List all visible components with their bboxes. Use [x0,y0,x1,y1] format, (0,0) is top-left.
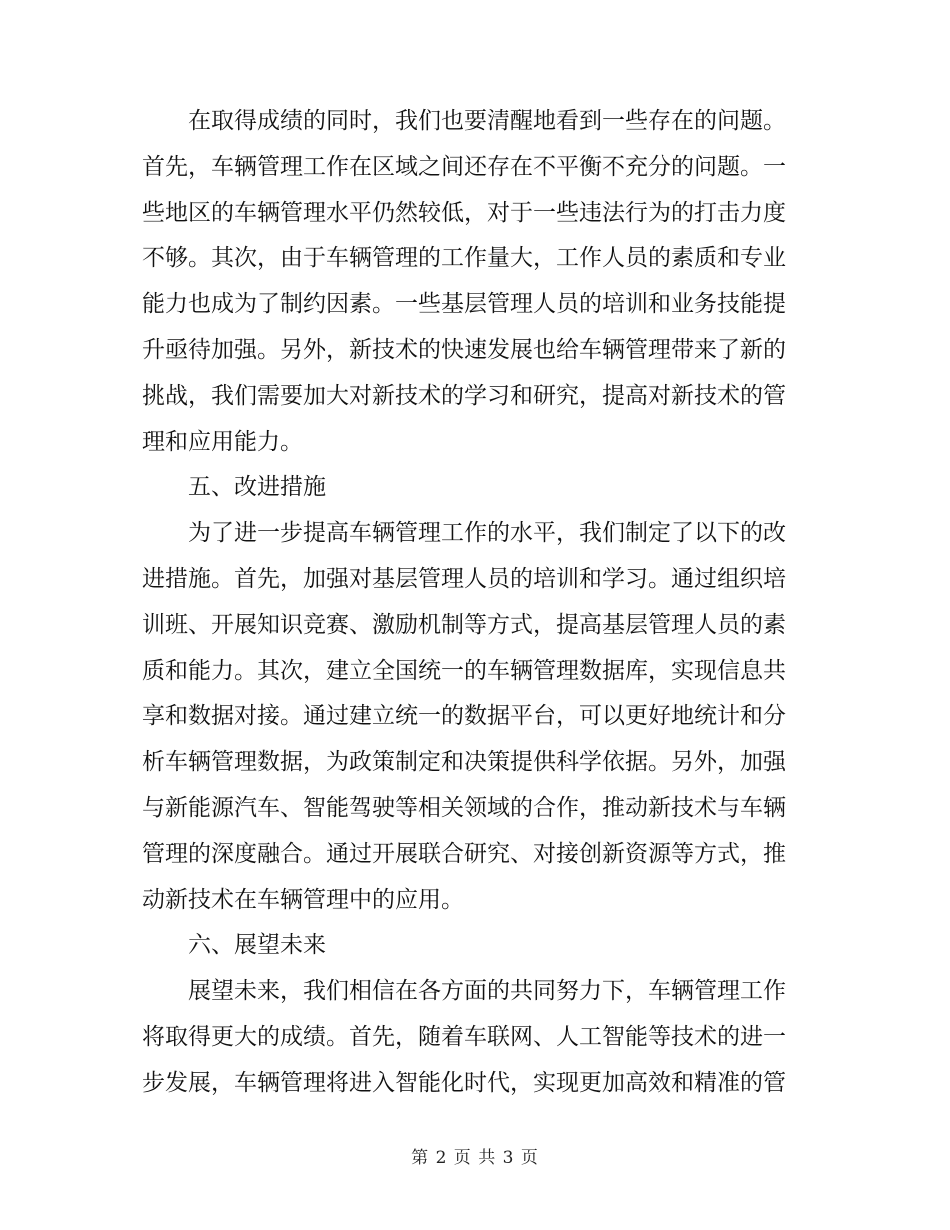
paragraph-line: 管理的深度融合。通过开展联合研究、对接创新资源等方式，推 [142,840,786,867]
paragraph-line: 与新能源汽车、智能驾驶等相关领域的合作，推动新技术与车辆 [142,794,786,821]
paragraph-line: 析车辆管理数据，为政策制定和决策提供科学依据。另外，加强 [142,749,786,776]
paragraph-line: 些地区的车辆管理水平仍然较低，对于一些违法行为的打击力度 [142,199,786,226]
paragraph-line: 在取得成绩的同时，我们也要清醒地看到一些存在的问题。 [188,108,786,134]
paragraph-line: 首先，车辆管理工作在区域之间还存在不平衡不充分的问题。一 [142,153,786,180]
paragraph-line: 进措施。首先，加强对基层管理人员的培训和学习。通过组织培 [142,565,786,592]
paragraph-line: 展望未来，我们相信在各方面的共同努力下，车辆管理工作 [188,978,786,1005]
paragraph-line: 不够。其次，由于车辆管理的工作量大，工作人员的素质和专业 [142,245,786,272]
paragraph-line: 能力也成为了制约因素。一些基层管理人员的培训和业务技能提 [142,291,786,318]
paragraph-line: 质和能力。其次，建立全国统一的车辆管理数据库，实现信息共 [142,657,786,684]
section-heading: 五、改进措施 [188,474,326,501]
paragraph-line: 步发展，车辆管理将进入智能化时代，实现更加高效和精准的管 [142,1069,786,1096]
paragraph-line: 将取得更大的成绩。首先，随着车联网、人工智能等技术的进一 [142,1023,786,1050]
page-number-footer: 第 2 页 共 3 页 [411,1148,539,1168]
paragraph-line: 挑战，我们需要加大对新技术的学习和研究，提高对新技术的管 [142,382,786,409]
section-heading: 六、展望未来 [188,932,326,959]
paragraph-line: 为了进一步提高车辆管理工作的水平，我们制定了以下的改 [188,520,786,547]
paragraph-line: 动新技术在车辆管理中的应用。 [142,886,464,913]
document-body [142,99,808,1107]
paragraph-line: 理和应用能力。 [142,428,303,455]
paragraph-line: 享和数据对接。通过建立统一的数据平台，可以更好地统计和分 [142,703,786,730]
paragraph-line: 升亟待加强。另外，新技术的快速发展也给车辆管理带来了新的 [142,336,786,363]
paragraph-line: 训班、开展知识竞赛、激励机制等方式，提高基层管理人员的素 [142,611,786,638]
